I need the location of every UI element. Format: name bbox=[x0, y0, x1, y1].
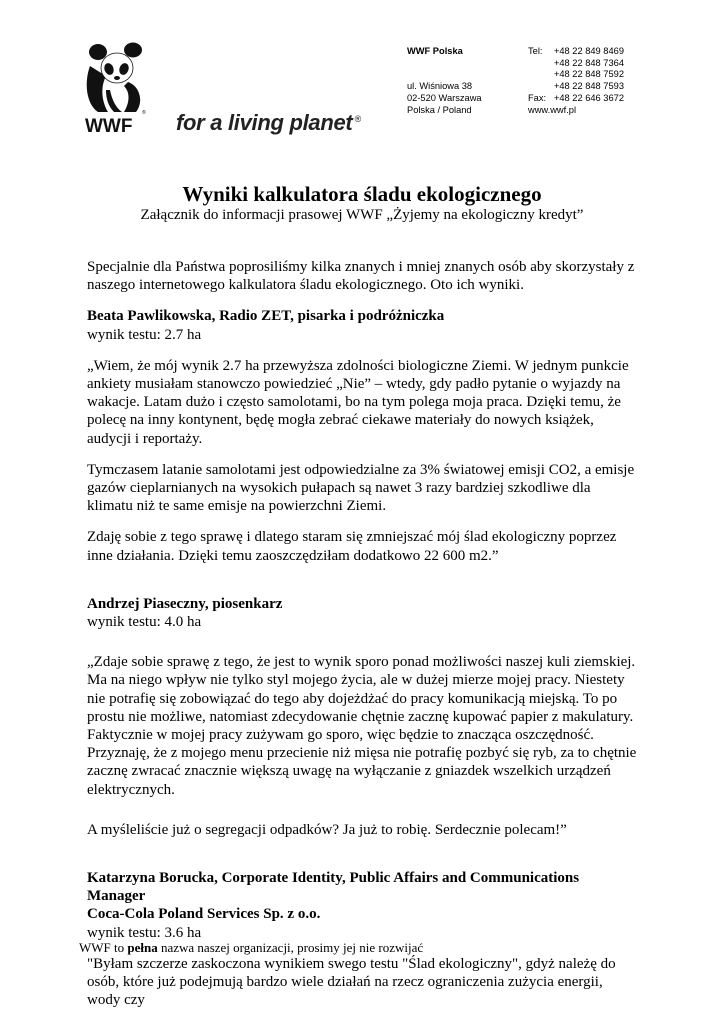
person-result: wynik testu: 2.7 ha bbox=[87, 326, 202, 343]
street: ul. Wiśniowa 38 bbox=[407, 81, 473, 92]
person-name: Andrzej Piaseczny, piosenkarz bbox=[87, 595, 283, 612]
tagline: for a living planet ® bbox=[176, 110, 361, 135]
person-result: wynik testu: 4.0 ha bbox=[87, 614, 202, 631]
svg-text:®: ® bbox=[142, 110, 146, 116]
org-name: WWF Polska bbox=[407, 46, 463, 56]
document-subtitle: Załącznik do informacji prasowej WWF „Żyjemy na ekologiczny kredyt” bbox=[140, 207, 584, 223]
website-link[interactable]: www.wwf.pl bbox=[528, 104, 577, 115]
fax: +48 22 646 3672 bbox=[553, 92, 624, 103]
wwf-panda-logo bbox=[84, 42, 150, 134]
fax-label: Fax: bbox=[528, 92, 547, 103]
tel-3: +48 22 848 7592 bbox=[553, 69, 624, 80]
tel-1: +48 22 849 8469 bbox=[553, 46, 624, 56]
quote-paragraph: A myśleliście już o segregacji odpadków? Ja już to robię. Serdecznie polecam!” bbox=[87, 821, 567, 838]
document-title: Wyniki kalkulatora śladu ekologicznego bbox=[182, 182, 542, 206]
tel-label: Tel: bbox=[528, 46, 543, 56]
svg-text:®: ® bbox=[92, 102, 96, 108]
document-body bbox=[87, 258, 639, 1010]
quote-paragraph: Tymczasem latanie samolotami jest odpowiedzialne za 3% światowej emisji CO2, a emisje gazów cieplarnianych na wysokich pułapach są nawet 3 razy bardziej szkodliwe dla klimatu niż te same emisje na powierzchni Ziemi. bbox=[87, 461, 635, 515]
quote-paragraph: Zdaję sobie z tego sprawę i dlatego staram się zmniejszać mój ślad ekologiczny poprzez inne działania. Dzięki temu zaoszczędziłam dodatkowo 22 600 m2.” bbox=[87, 529, 617, 564]
tel-2: +48 22 848 7364 bbox=[553, 57, 624, 68]
logo-text: WWF bbox=[85, 116, 133, 134]
city: 02-520 Warszawa bbox=[407, 92, 482, 103]
phone-block bbox=[528, 46, 624, 116]
quote-paragraph: „Zdaje sobie sprawę z tego, że jest to wynik sporo ponad możliwości naszej kuli ziemskiej. Ma na niego wpływ nie tylko styl mojego życia, ale w dużej mierze mojej pracy. Niestety nie potrafię się zobowiązać do tego aby dojeżdżać do pracy komunikacją miejską. To po prostu nie możliwe, natomiast zdecydowanie chętnie zacznę kupować papier z makulatury. Faktycznie w mojej pracy zużywam go sporo, więc będzie to znacząca oszczędność. Przyznaję, że z mojego menu przecienie niż mięsa nie potrafię pozbyć się ryb, za to chętnie zacznę zwracać znacznie większą uwagę na wyłączanie z gniazdek wszelkich urządzeń elektrycznych. bbox=[87, 654, 637, 798]
person-company: Coca-Cola Poland Services Sp. z o.o. bbox=[87, 906, 321, 923]
quote-paragraph: „Wiem, że mój wynik 2.7 ha przewyższa zdolności biologiczne Ziemi. W jednym punkcie ankiety musiałam stanowczo powiedzieć „Nie” – wtedy, gdy padło pytanie o wyjazdy na wakacje. Latam dużo i często samolotami, bo na tym polega moja praca. Dzięki temu, że polecę na inny kontynent, będę mogła zebrać ciekawe materiały do nowych książek, audycji i reportaży. bbox=[87, 357, 629, 447]
person-result: wynik testu: 3.6 ha bbox=[87, 924, 202, 941]
intro-paragraph: Specjalnie dla Państwa poprosiliśmy kilka znanych i mniej znanych osób aby skorzystały z naszego internetowego kalkulatora śladu ekologicznego. Oto ich wyniki. bbox=[87, 259, 635, 294]
quote-paragraph: "Byłam szczerze zaskoczona wynikiem swego testu "Ślad ekologiczny", gdyż należę do osób, które już podejmują bardzo wiele działań na rzecz ograniczenia zużycia energii, wody czy bbox=[87, 955, 616, 1009]
address-block bbox=[407, 46, 482, 116]
person-name: Katarzyna Borucka, Corporate Identity, Public Affairs and Communications Manager bbox=[87, 870, 580, 905]
person-name: Beata Pawlikowska, Radio ZET, pisarka i podróżniczka bbox=[87, 308, 445, 325]
footer-note: WWF to pełna nazwa naszej organizacji, prosimy jej nie rozwijać bbox=[79, 940, 424, 955]
tel-4: +48 22 848 7593 bbox=[553, 81, 624, 92]
country: Polska / Poland bbox=[407, 104, 472, 115]
